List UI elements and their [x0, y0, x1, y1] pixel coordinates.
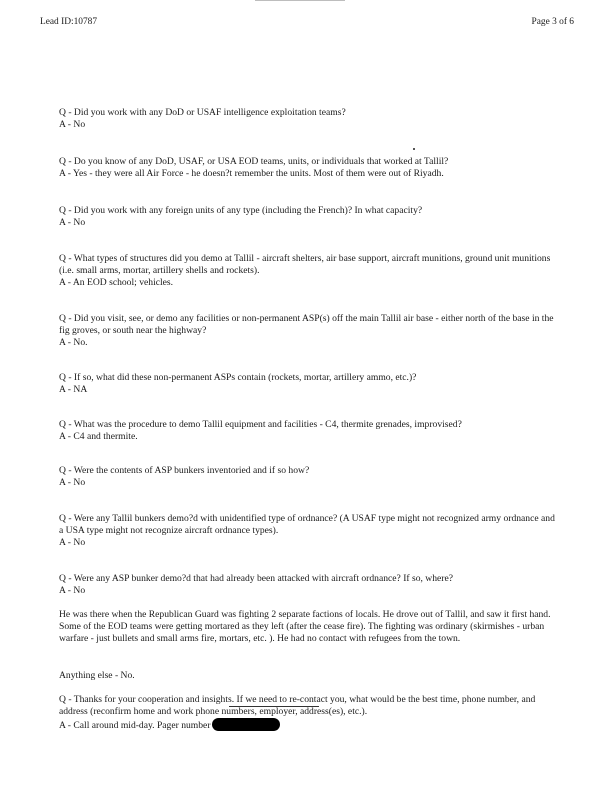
answer: A - NA	[59, 384, 88, 396]
answer: A - No	[59, 537, 86, 549]
question: Q - Did you work with any DoD or USAF intelligence exploitation teams?	[59, 107, 346, 118]
closing-answer: A - Call around mid-day. Pager number	[59, 720, 211, 732]
answer: A - No	[59, 217, 86, 229]
qa-item	[59, 573, 559, 597]
narrative	[59, 609, 559, 646]
question: Q - If so, what did these non-permanent ASPs contain (rockets, mortar, artillery ammo, etc.)?	[59, 372, 417, 383]
question: Q - What types of structures did you demo at Tallil - aircraft shelters, air base support, aircraft munitions, ground unit munitions (i.e. small arms, mortar, artillery shells and rockets).	[59, 253, 551, 277]
question: Q - Were the contents of ASP bunkers inventoried and if so how?	[59, 465, 310, 476]
qa-item	[59, 107, 559, 131]
question: Q - Did you work with any foreign units of any type (including the French)? In what capacity?	[59, 205, 423, 216]
question: Q - Did you visit, see, or demo any facilities or non-permanent ASP(s) off the main Tallil air base - either north of the base in the fig groves, or south near the highway?	[59, 313, 554, 337]
answer: A - No.	[59, 337, 88, 349]
closing-question: Q - Thanks for your cooperation and insights. If we need to re-contact you, what would be the best time, phone number, and address (reconfirm home and work phone numbers, employer, address(es), etc.).	[59, 694, 536, 718]
answer: A - No	[59, 119, 86, 131]
qa-item	[59, 372, 559, 396]
strike-through-line	[229, 706, 319, 707]
qa-item	[59, 156, 559, 180]
question: Q - What was the procedure to demo Tallil equipment and facilities - C4, thermite grenades, improvised?	[59, 419, 462, 430]
scan-speck	[413, 148, 415, 150]
page-number: Page 3 of 6	[531, 17, 574, 27]
lead-id: Lead ID:10787	[40, 17, 98, 27]
question: Q - Were any ASP bunker demo?d that had already been attacked with aircraft ordnance? If so, where?	[59, 573, 454, 584]
answer: A - C4 and thermite.	[59, 431, 138, 443]
narrative-text: He was there when the Republican Guard was fighting 2 separate factions of locals. He drove out of Tallil, and saw it first hand. Some of the EOD teams were getting mortared as they left (after the cease fire). The fighting was ordinary (skirmishes - urban warfare - just bullets and small arms fire, mortars, etc. ). He had no contact with refugees from the town.	[59, 609, 551, 645]
question: Q - Do you know of any DoD, USAF, or USA EOD teams, units, or individuals that worked at Tallil?	[59, 156, 449, 167]
answer: A - An EOD school; vehicles.	[59, 277, 174, 289]
answer: A - No	[59, 477, 86, 489]
qa-item	[59, 313, 559, 350]
qa-item	[59, 513, 559, 550]
qa-item	[59, 253, 559, 290]
answer: A - Yes - they were all Air Force - he doesn?t remember the units. Most of them were out of Riyadh.	[59, 168, 444, 180]
qa-item	[59, 419, 559, 443]
anything-else	[59, 670, 559, 682]
scan-top-line	[255, 0, 345, 1]
qa-item	[59, 465, 559, 489]
question: Q - Were any Tallil bunkers demo?d with unidentified type of ordnance? (A USAF type might not recognized army ordnance and a USA type might not recognize aircraft ordnance types).	[59, 513, 555, 537]
anything-else-text: Anything else - No.	[59, 670, 135, 681]
closing-qa	[59, 694, 559, 733]
answer: A - No	[59, 585, 86, 597]
qa-item	[59, 205, 559, 229]
redaction-bar	[212, 718, 280, 731]
closing-answer-line	[59, 718, 559, 732]
